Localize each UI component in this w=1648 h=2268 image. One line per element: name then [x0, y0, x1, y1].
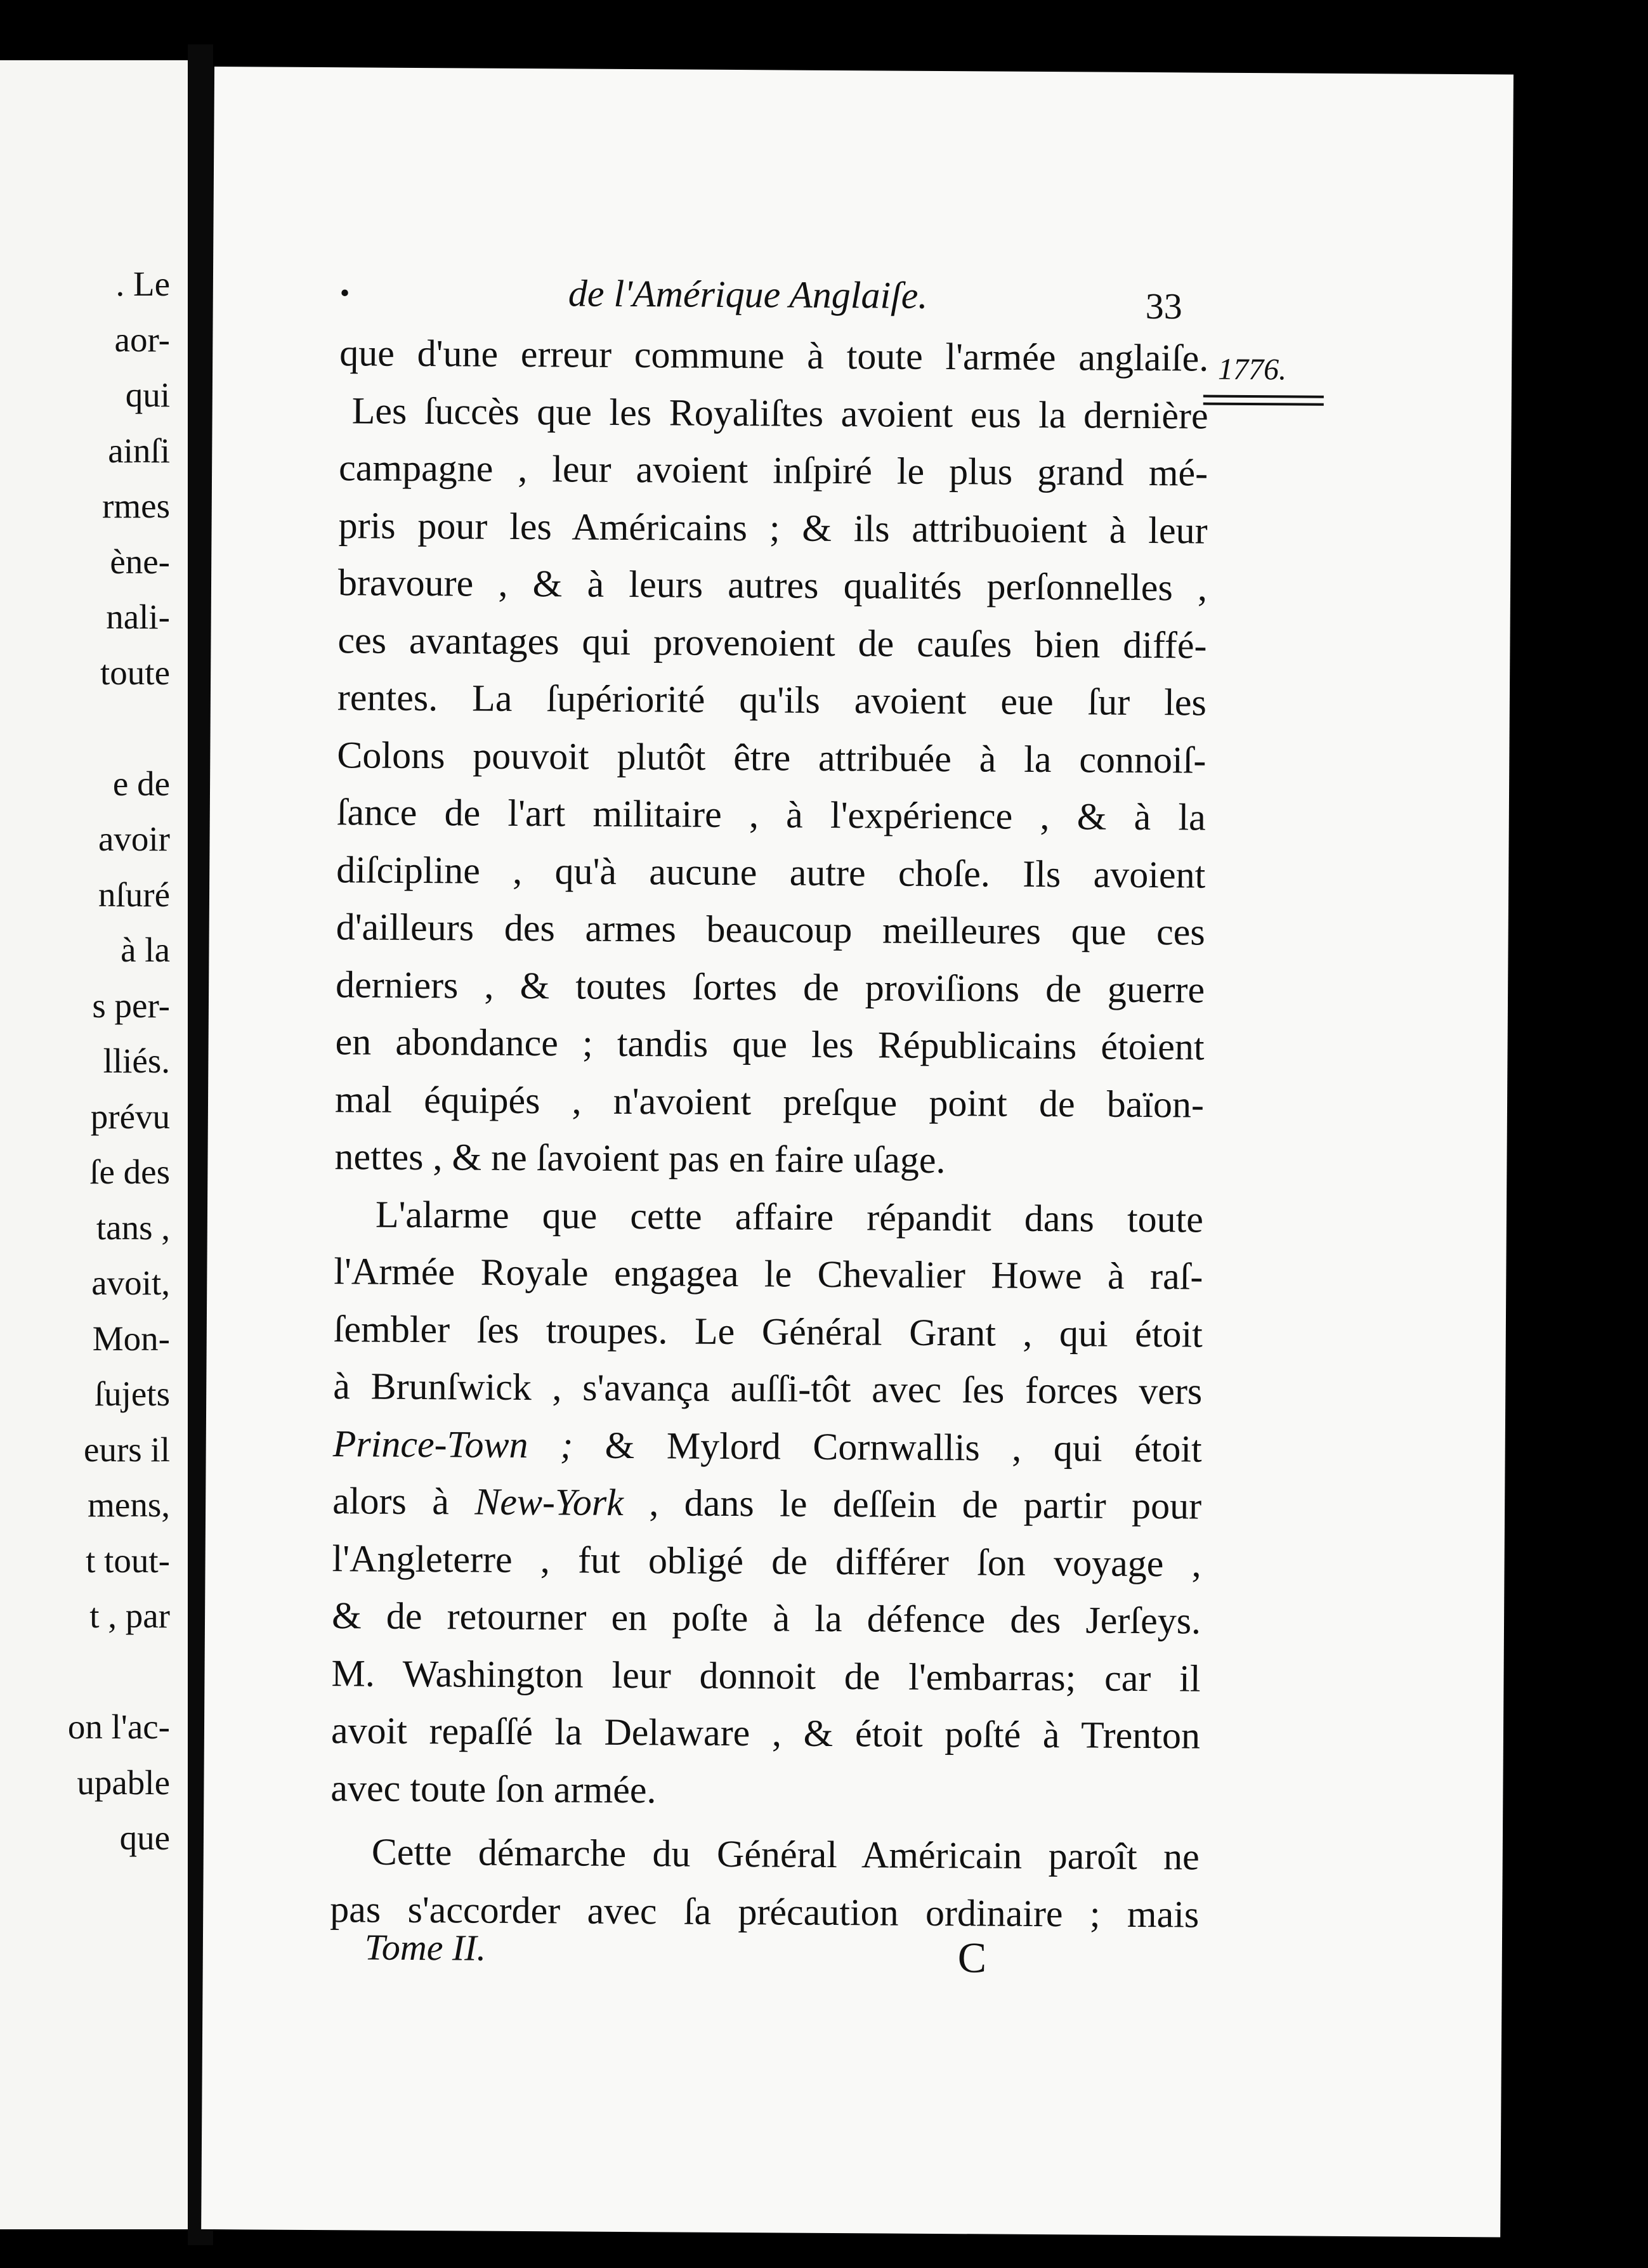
text-line: mal équipés , n'avoient preſque point de baïon- [334, 1078, 1205, 1126]
text-line: Cette démarche du Général Américain paroît ne [371, 1830, 1200, 1878]
facing-page-line: t , par [89, 1596, 170, 1635]
facing-page-line: ſujets [94, 1374, 170, 1413]
facing-page-line: toute [100, 653, 170, 692]
head-mark: • [339, 277, 350, 309]
margin-year: 1776. [1217, 352, 1287, 387]
facing-page-line: mens, [88, 1485, 170, 1524]
scan-border [1514, 0, 1648, 2268]
facing-page-line: upable [77, 1763, 170, 1802]
text-line: Prince-Town ; & Mylord Cornwallis , qui étoit [332, 1422, 1202, 1470]
text-line: L'alarme que cette affaire répandit dans toute [375, 1193, 1204, 1241]
facing-page-line: t tout- [86, 1541, 170, 1580]
margin-rule [1203, 403, 1324, 406]
text-line: que d'une erreur commune à toute l'armée anglaiſe. [339, 332, 1209, 379]
facing-page-line: ainſi [108, 431, 170, 470]
facing-page-left [0, 60, 189, 2229]
facing-page-line: eurs il [84, 1430, 170, 1469]
volume-signature: Tome II. [364, 1926, 487, 1969]
text-line: alors à New-York , dans le deſſein de partir pour [332, 1480, 1202, 1527]
facing-page-line: aor- [114, 320, 170, 359]
facing-page-line: tans , [96, 1208, 170, 1247]
facing-page-line: prévu [90, 1097, 170, 1136]
body-text [330, 332, 1209, 1936]
text-line: nettes , & ne ſavoient pas en faire uſage. [334, 1135, 946, 1182]
facing-page-line: . Le [115, 264, 170, 303]
text-line: ſance de l'art militaire , à l'expérience , & à la [336, 791, 1207, 838]
text-line: en abondance ; tandis que les Républicains étoient [335, 1020, 1205, 1068]
facing-page-line: nali- [106, 597, 170, 636]
text-line: derniers , & toutes ſortes de proviſions de guerre [335, 963, 1205, 1011]
book-page [201, 67, 1514, 2237]
facing-page-line: à la [121, 930, 170, 969]
page-number: 33 [1145, 285, 1182, 327]
text-line: campagne , leur avoient inſpiré le plus grand mé- [338, 446, 1208, 494]
text-line: M. Washington leur donnoit de l'embarras; car il [331, 1652, 1201, 1700]
text-line: bravoure , & à leurs autres qualités perſonnelles , [337, 561, 1208, 609]
gathering-signature: C [957, 1933, 987, 1982]
facing-page-line: s per- [92, 986, 170, 1025]
facing-page-line: ène- [110, 542, 170, 581]
text-line: avoit repaſſé la Delaware , & étoit poſté à Trenton [330, 1709, 1201, 1757]
text-line: avec toute ſon armée. [330, 1766, 657, 1811]
text-line: ces avantages qui provenoient de cauſes bien diffé- [337, 618, 1207, 667]
text-line: & de retourner en poſte à la défence des Jerſeys. [331, 1594, 1201, 1642]
facing-page-line: e de [112, 764, 170, 803]
text-line: à Brunſwick , s'avança auſſi-tôt avec ſes forces vers [333, 1365, 1203, 1412]
text-line: rentes. La ſupériorité qu'ils avoient eue ſur les [337, 676, 1207, 724]
text-line: Les ſuccès que les Royaliſtes avoient eus la dernière [351, 389, 1208, 437]
text-line: pas s'accorder avec ſa précaution ordinaire ; mais [330, 1887, 1200, 1936]
facing-page-line: on l'ac- [67, 1707, 170, 1746]
text-line: d'ailleurs des armes beaucoup meilleures que ces [336, 906, 1205, 953]
text-line: pris pour les Américains ; & ils attribuoient à leur [338, 504, 1208, 552]
text-line: diſcipline , qu'à aucune autre choſe. Ils avoient [336, 848, 1206, 896]
margin-rule [1203, 395, 1324, 398]
facing-page-line: Mon- [92, 1319, 170, 1358]
text-line: l'Armée Royale engagea le Chevalier Howe à raſ- [334, 1250, 1203, 1298]
facing-page-line: lliés. [103, 1041, 170, 1080]
facing-page-line: ſe des [89, 1152, 170, 1191]
facing-page-line: qui [125, 375, 170, 414]
facing-page-line: rmes [102, 486, 170, 525]
text-line: ſembler ſes troupes. Le Général Grant , qui étoit [333, 1307, 1203, 1355]
text-line: l'Angleterre , fut obligé de différer ſon voyage , [332, 1537, 1201, 1585]
facing-page-line: avoir [98, 819, 170, 858]
facing-page-line: que [119, 1818, 170, 1857]
facing-page-line: nſuré [98, 875, 170, 914]
running-head: de l'Amérique Anglaiſe. [568, 272, 928, 316]
facing-page-line: avoit, [91, 1263, 170, 1302]
text-line: Colons pouvoit plutôt être attribuée à la connoiſ- [337, 733, 1207, 781]
